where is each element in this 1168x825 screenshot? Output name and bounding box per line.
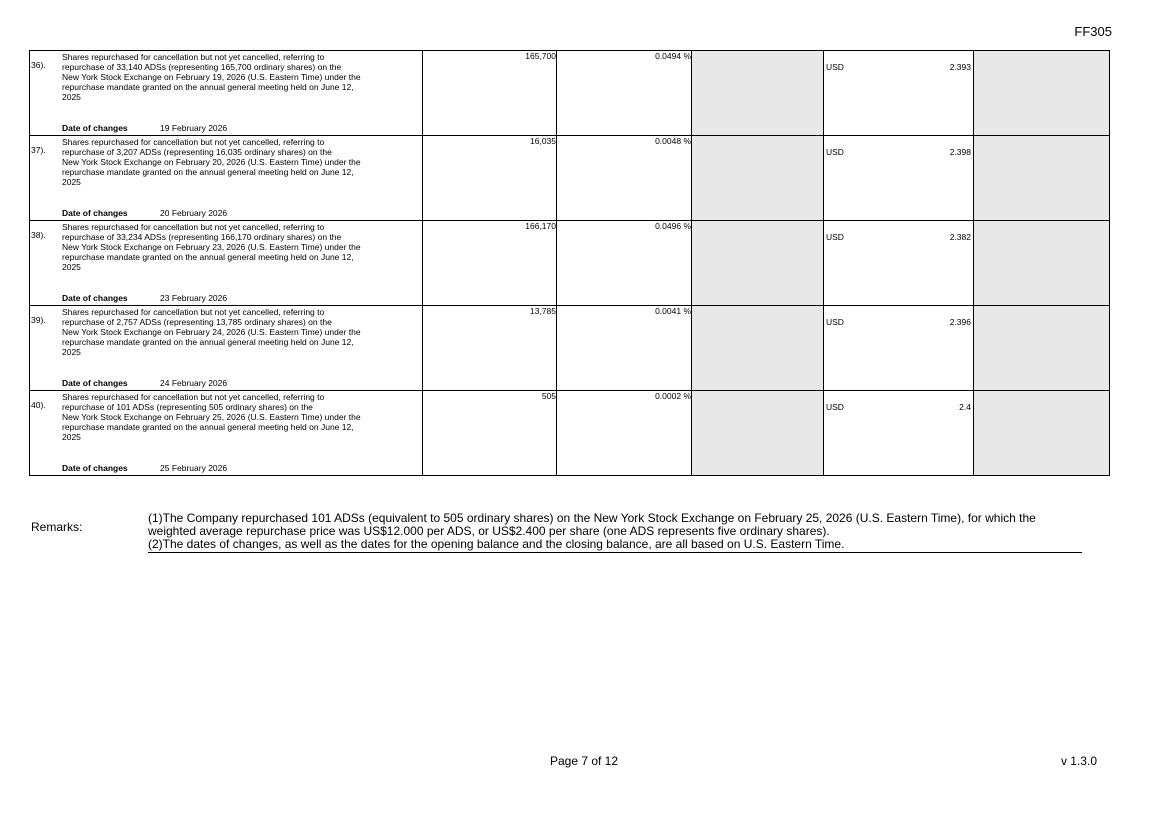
description-cell [30, 391, 423, 476]
description-line: New York Stock Exchange on February 19, 2026 (U.S. Eastern Time) under the [62, 72, 361, 82]
row-number: 38). [31, 230, 46, 240]
number-of-shares: 16,035 [423, 136, 557, 221]
date-of-changes-label: Date of changes [62, 123, 128, 133]
table-row [30, 391, 1110, 476]
row-number: 36). [31, 60, 46, 70]
price-cell [824, 51, 974, 136]
date-of-changes-label: Date of changes [62, 378, 128, 388]
description-line: repurchase of 101 ADSs (representing 505 ordinary shares) on the [62, 402, 313, 412]
remarks-line-2: weighted average repurchase price was US$12.000 per ADS, or US$2.400 per share (one ADS represents five ordinary shares). [148, 524, 830, 538]
percentage: 0.0002 % [557, 391, 692, 476]
blank-shaded-cell [974, 391, 1110, 476]
date-of-changes-value: 24 February 2026 [160, 378, 228, 388]
price-per-share: 2.396 [949, 317, 971, 327]
price-cell [824, 306, 974, 391]
description [62, 392, 414, 442]
number-of-shares: 13,785 [423, 306, 557, 391]
price-cell [824, 391, 974, 476]
description-line: Shares repurchased for cancellation but not yet cancelled, referring to [62, 392, 325, 402]
date-of-changes [62, 378, 227, 388]
description-line: repurchase mandate granted on the annual general meeting held on June 12, [62, 337, 354, 347]
description-line: Shares repurchased for cancellation but not yet cancelled, referring to [62, 307, 325, 317]
description-cell [30, 136, 423, 221]
description-line: New York Stock Exchange on February 20, 2026 (U.S. Eastern Time) under the [62, 157, 361, 167]
date-of-changes [62, 293, 227, 303]
price-cell [824, 136, 974, 221]
blank-shaded-cell [974, 51, 1110, 136]
date-of-changes-value: 23 February 2026 [160, 293, 228, 303]
description-line: Shares repurchased for cancellation but not yet cancelled, referring to [62, 222, 325, 232]
price-per-share: 2.398 [949, 147, 971, 157]
description-cell [30, 51, 423, 136]
number-of-shares: 165,700 [423, 51, 557, 136]
row-number: 40). [31, 400, 46, 410]
currency: USD [826, 317, 844, 327]
percentage: 0.0494 % [557, 51, 692, 136]
description-line: Shares repurchased for cancellation but not yet cancelled, referring to [62, 52, 325, 62]
description-line: repurchase mandate granted on the annual general meeting held on June 12, [62, 422, 354, 432]
percentage: 0.0048 % [557, 136, 692, 221]
table-row [30, 221, 1110, 306]
row-number: 37). [31, 145, 46, 155]
currency: USD [826, 232, 844, 242]
price-per-share: 2.4 [959, 402, 971, 412]
remarks-line-3: (2)The dates of changes, as well as the dates for the opening balance and the closing balance, are all based on U.S. Eastern Time. [148, 537, 845, 551]
description-line: 2025 [62, 92, 81, 102]
description [62, 137, 414, 187]
date-of-changes [62, 123, 227, 133]
form-code: FF305 [1074, 24, 1112, 39]
row-number: 39). [31, 315, 46, 325]
description [62, 222, 414, 272]
price-per-share: 2.382 [949, 232, 971, 242]
description-line: 2025 [62, 347, 81, 357]
price-per-share: 2.393 [949, 62, 971, 72]
description-cell [30, 221, 423, 306]
description-line: Shares repurchased for cancellation but not yet cancelled, referring to [62, 137, 325, 147]
remarks-text [148, 512, 1082, 553]
date-of-changes-value: 25 February 2026 [160, 463, 228, 473]
blank-shaded-cell [974, 136, 1110, 221]
blank-shaded-cell [692, 306, 824, 391]
description-line: repurchase mandate granted on the annual general meeting held on June 12, [62, 167, 354, 177]
form-version: v 1.3.0 [1060, 754, 1097, 768]
date-of-changes-label: Date of changes [62, 463, 128, 473]
table-row [30, 136, 1110, 221]
date-of-changes-value: 20 February 2026 [160, 208, 228, 218]
date-of-changes-label: Date of changes [62, 208, 128, 218]
currency: USD [826, 62, 844, 72]
page-number: Page 7 of 12 [549, 754, 619, 768]
currency: USD [826, 147, 844, 157]
description-line: repurchase of 33,234 ADSs (representing 166,170 ordinary shares) on the [62, 232, 342, 242]
number-of-shares: 166,170 [423, 221, 557, 306]
description-line: 2025 [62, 262, 81, 272]
remarks-line-1: (1)The Company repurchased 101 ADSs (equivalent to 505 ordinary shares) on the New York Stock Exchange on February 25, 2026 (U.S. Eastern Time), for which the [148, 511, 1036, 525]
number-of-shares: 505 [423, 391, 557, 476]
date-of-changes-value: 19 February 2026 [160, 123, 228, 133]
description-line: repurchase mandate granted on the annual general meeting held on June 12, [62, 252, 354, 262]
description-line: 2025 [62, 432, 81, 442]
description-cell [30, 306, 423, 391]
date-of-changes [62, 208, 227, 218]
description-line: repurchase of 3,207 ADSs (representing 16,035 ordinary shares) on the [62, 147, 332, 157]
description-line: repurchase of 33,140 ADSs (representing 165,700 ordinary shares) on the [62, 62, 342, 72]
date-of-changes-label: Date of changes [62, 293, 128, 303]
description [62, 307, 414, 357]
description-line: New York Stock Exchange on February 24, 2026 (U.S. Eastern Time) under the [62, 327, 361, 337]
percentage: 0.0041 % [557, 306, 692, 391]
blank-shaded-cell [692, 391, 824, 476]
blank-shaded-cell [692, 51, 824, 136]
description-line: repurchase of 2,757 ADSs (representing 13,785 ordinary shares) on the [62, 317, 332, 327]
description-line: New York Stock Exchange on February 23, 2026 (U.S. Eastern Time) under the [62, 242, 361, 252]
description [62, 52, 414, 102]
date-of-changes [62, 463, 227, 473]
table-row [30, 51, 1110, 136]
share-movement-table [29, 50, 1110, 476]
blank-shaded-cell [692, 221, 824, 306]
description-line: New York Stock Exchange on February 25, 2026 (U.S. Eastern Time) under the [62, 412, 361, 422]
description-line: repurchase mandate granted on the annual general meeting held on June 12, [62, 82, 354, 92]
table-row [30, 306, 1110, 391]
currency: USD [826, 402, 844, 412]
blank-shaded-cell [692, 136, 824, 221]
percentage: 0.0496 % [557, 221, 692, 306]
blank-shaded-cell [974, 306, 1110, 391]
price-cell [824, 221, 974, 306]
blank-shaded-cell [974, 221, 1110, 306]
remarks-label: Remarks: [31, 520, 83, 534]
description-line: 2025 [62, 177, 81, 187]
